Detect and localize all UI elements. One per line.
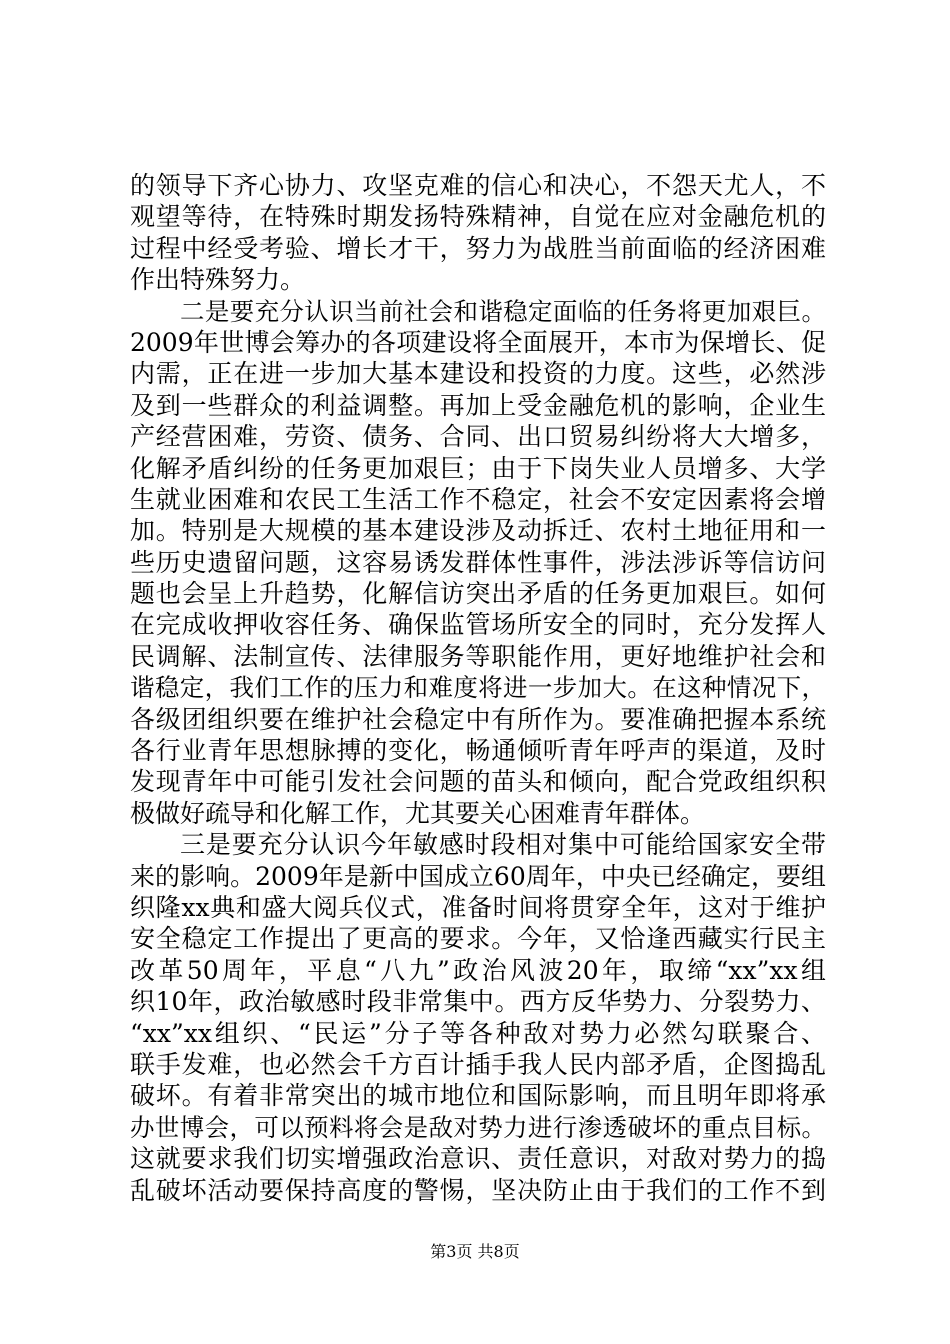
text-line: 过程中经受考验、增长才干，努力为战胜当前面临的经济困难 (130, 233, 826, 263)
text-line: 织隆xx典和盛大阅兵仪式，准备时间将贯穿全年，这对于维护 (130, 892, 826, 922)
text-line: 各级团组织要在维护社会稳定中有所作为。要准确把握本系统 (130, 704, 826, 734)
text-line: 来的影响。2009年是新中国成立60周年，中央已经确定，要组 (130, 861, 826, 891)
text-line: 内需，正在进一步加大基本建设和投资的力度。这些，必然涉 (130, 359, 826, 389)
text-line: 各行业青年思想脉搏的变化，畅通倾听青年呼声的渠道，及时 (130, 736, 826, 766)
page-footer: 第3页 共8页 (430, 1242, 520, 1261)
document-body (130, 170, 826, 1206)
text-line: “xx”xx组织、“民运”分子等各种敌对势力必然勾联聚合、 (130, 1018, 826, 1048)
text-line: 题也会呈上升趋势，化解信访突出矛盾的任务更加艰巨。如何 (130, 579, 826, 609)
text-line: 联手发难，也必然会千方百计插手我人民内部矛盾，企图捣乱 (130, 1049, 826, 1079)
text-line: 加。特别是大规模的基本建设涉及动拆迁、农村土地征用和一 (130, 516, 826, 546)
text-line: 在完成收押收容任务、确保监管场所安全的同时，充分发挥人 (130, 610, 826, 640)
text-line: 及到一些群众的利益调整。再加上受金融危机的影响，企业生 (130, 390, 826, 420)
text-line: 作出特殊努力。 (130, 265, 306, 295)
text-line: 产经营困难，劳资、债务、合同、出口贸易纠纷将大大增多， (130, 422, 826, 452)
text-line: 谐稳定，我们工作的压力和难度将进一步加大。在这种情况下， (130, 673, 826, 703)
text-line: 办世博会，可以预料将会是敌对势力进行渗透破坏的重点目标。 (130, 1112, 826, 1142)
text-line: 发现青年中可能引发社会问题的苗头和倾向，配合党政组织积 (130, 767, 826, 797)
text-line: 民调解、法制宣传、法律服务等职能作用，更好地维护社会和 (130, 641, 826, 671)
text-line: 生就业困难和农民工生活工作不稳定，社会不安定因素将会增 (130, 484, 826, 514)
text-line: 织10年，政治敏感时段非常集中。西方反华势力、分裂势力、 (130, 987, 826, 1017)
text-line: 破坏。有着非常突出的城市地位和国际影响，而且明年即将承 (130, 1081, 826, 1111)
text-line: 观望等待，在特殊时期发扬特殊精神，自觉在应对金融危机的 (130, 202, 826, 232)
text-line: 化解矛盾纠纷的任务更加艰巨；由于下岗失业人员增多、大学 (130, 453, 826, 483)
text-line: 二是要充分认识当前社会和谐稳定面临的任务将更加艰巨。 (180, 296, 826, 326)
text-line: 2009年世博会筹办的各项建设将全面展开，本市为保增长、促 (130, 327, 826, 357)
text-line: 极做好疏导和化解工作，尤其要关心困难青年群体。 (130, 798, 706, 828)
text-line: 三是要充分认识今年敏感时段相对集中可能给国家安全带 (180, 830, 826, 860)
text-line: 乱破坏活动要保持高度的警惕，坚决防止由于我们的工作不到 (130, 1175, 826, 1205)
text-line: 改革50周年，平息“八九”政治风波20年，取缔“xx”xx组 (130, 955, 826, 985)
text-line: 安全稳定工作提出了更高的要求。今年，又恰逢西藏实行民主 (130, 924, 826, 954)
text-line: 这就要求我们切实增强政治意识、责任意识，对敌对势力的捣 (130, 1144, 826, 1174)
text-line: 些历史遗留问题，这容易诱发群体性事件，涉法涉诉等信访问 (130, 547, 826, 577)
text-line: 的领导下齐心协力、攻坚克难的信心和决心，不怨天尤人，不 (130, 171, 826, 200)
